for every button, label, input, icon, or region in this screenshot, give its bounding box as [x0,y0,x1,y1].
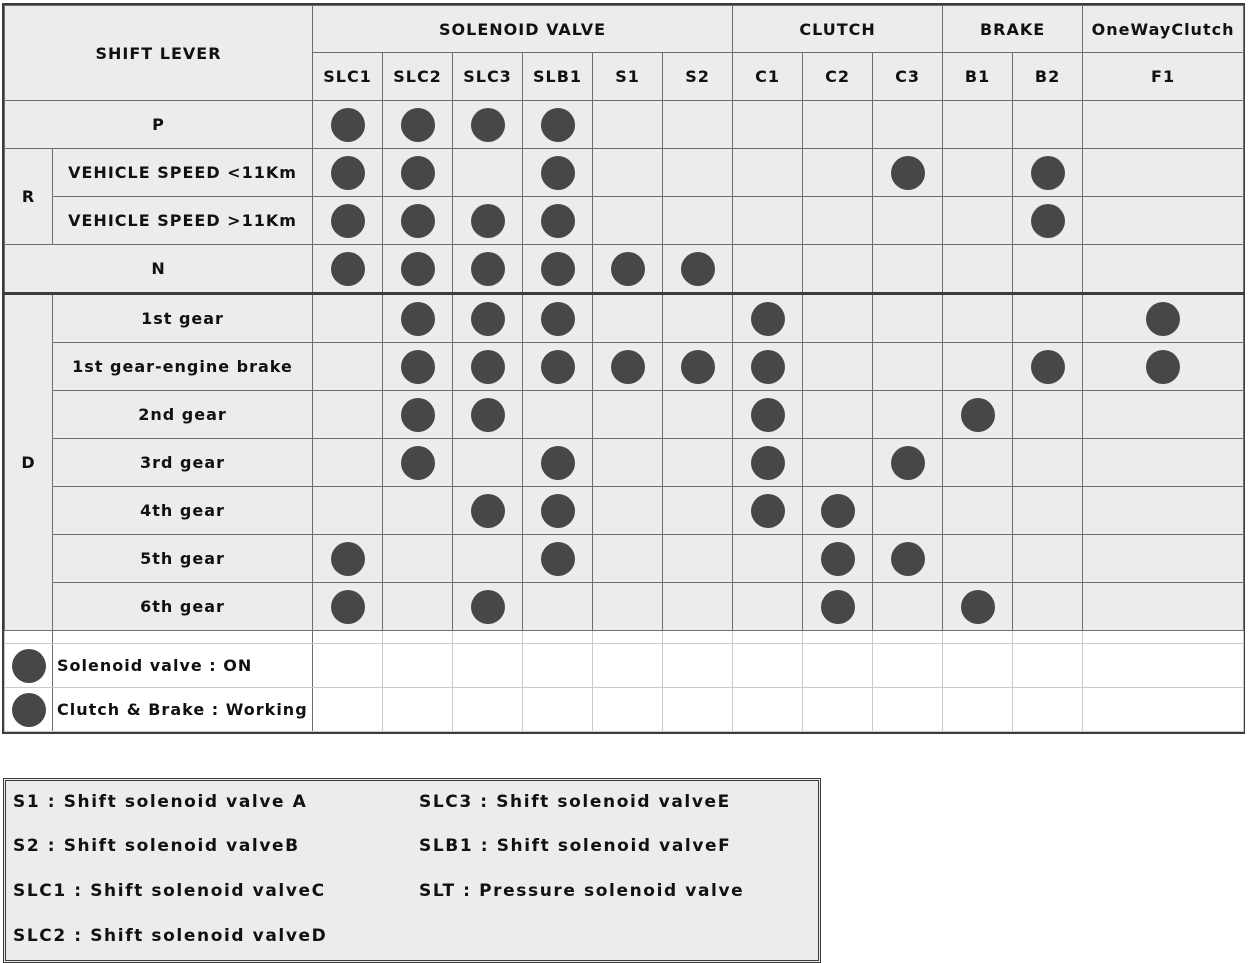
cell-c3 [873,343,943,391]
legend-clutch-dot [5,688,53,732]
cell-slb1 [523,583,593,631]
cell-slc3 [453,149,523,197]
engaged-marker-icon [751,398,785,432]
abbr-slc1: SLC1 : Shift solenoid valveC [13,881,326,901]
table-row [5,101,1244,149]
cell-f1 [1083,245,1244,294]
cell-b1 [943,149,1013,197]
cell-slb1 [523,101,593,149]
separator-cell [1083,631,1244,644]
cell-c1 [733,535,803,583]
abbr-s2: S2 : Shift solenoid valveB [13,836,300,856]
abbr-slt: SLT : Pressure solenoid valve [419,881,745,901]
cell-s2 [663,197,733,245]
cell-c2 [803,391,873,439]
cell-slc3 [453,487,523,535]
engaged-marker-icon [541,494,575,528]
row-label: 2nd gear [53,391,313,439]
legend-filler-cell [523,688,593,732]
cell-b2 [1013,245,1083,294]
engaged-marker-icon [541,350,575,384]
cell-slc1 [313,294,383,343]
legend-filler-cell [593,688,663,732]
cell-f1 [1083,439,1244,487]
cell-slc2 [383,439,453,487]
solenoid-on-marker-icon [12,649,46,683]
table-row [5,391,1244,439]
cell-slc1 [313,101,383,149]
separator-cell [593,631,663,644]
engaged-marker-icon [471,302,505,336]
engaged-marker-icon [471,494,505,528]
cell-f1 [1083,294,1244,343]
legend-filler-cell [663,644,733,688]
engaged-marker-icon [891,156,925,190]
abbr-slc2: SLC2 : Shift solenoid valveD [13,926,328,946]
cell-c3 [873,245,943,294]
engaged-marker-icon [541,446,575,480]
engaged-marker-icon [611,252,645,286]
cell-c1 [733,583,803,631]
cell-slc1 [313,391,383,439]
legend-filler-cell [943,688,1013,732]
engaged-marker-icon [1146,350,1180,384]
table-row [5,583,1244,631]
cell-b1 [943,343,1013,391]
cell-s1 [593,391,663,439]
engaged-marker-icon [681,350,715,384]
cell-slc2 [383,535,453,583]
separator-cell [663,631,733,644]
cell-c2 [803,101,873,149]
cell-s2 [663,535,733,583]
engaged-marker-icon [1146,302,1180,336]
separator-cell [733,631,803,644]
engaged-marker-icon [331,108,365,142]
legend-filler-cell [803,688,873,732]
cell-s2 [663,439,733,487]
cell-slb1 [523,487,593,535]
cell-c2 [803,487,873,535]
separator-cell [523,631,593,644]
cell-s1 [593,149,663,197]
engaged-marker-icon [331,590,365,624]
cell-c2 [803,245,873,294]
row-label: 4th gear [53,487,313,535]
cell-f1 [1083,149,1244,197]
cell-s1 [593,245,663,294]
row-label: VEHICLE SPEED >11Km [53,197,313,245]
column-header-b2: B2 [1013,53,1083,101]
engaged-marker-icon [541,302,575,336]
legend-solenoid-dot [5,644,53,688]
engaged-marker-icon [331,542,365,576]
cell-b1 [943,583,1013,631]
separator-cell [943,631,1013,644]
engaged-marker-icon [611,350,645,384]
cell-b2 [1013,439,1083,487]
cell-slb1 [523,391,593,439]
legend-filler-cell [733,644,803,688]
cell-slc1 [313,343,383,391]
engaged-marker-icon [821,494,855,528]
separator-cell [803,631,873,644]
cell-c3 [873,583,943,631]
legend-filler-cell [593,644,663,688]
operation-table [4,5,1244,732]
cell-slc3 [453,245,523,294]
cell-slc2 [383,487,453,535]
cell-slc2 [383,343,453,391]
engaged-marker-icon [401,156,435,190]
cell-c3 [873,439,943,487]
clutch-working-marker-icon [12,693,46,727]
legend-filler-cell [1083,688,1244,732]
engaged-marker-icon [891,542,925,576]
shift-position-p: P [5,101,313,149]
separator-cell [873,631,943,644]
legend-filler-cell [873,644,943,688]
cell-c2 [803,439,873,487]
separator-cell [1013,631,1083,644]
cell-f1 [1083,197,1244,245]
legend-filler-cell [663,688,733,732]
legend-filler-cell [313,644,383,688]
group-header-one-way-clutch: OneWayClutch [1083,6,1244,53]
column-header-slc3: SLC3 [453,53,523,101]
separator-cell [313,631,383,644]
engaged-marker-icon [1031,156,1065,190]
cell-c3 [873,391,943,439]
legend-filler-cell [733,688,803,732]
separator-cell [383,631,453,644]
shift-operation-chart [2,3,1245,734]
table-row [5,294,1244,343]
row-label: 6th gear [53,583,313,631]
cell-b1 [943,535,1013,583]
engaged-marker-icon [961,398,995,432]
column-header-s1: S1 [593,53,663,101]
legend-filler-cell [313,688,383,732]
cell-b1 [943,391,1013,439]
cell-slc1 [313,535,383,583]
legend-filler-cell [1013,644,1083,688]
group-header-solenoid-valve: SOLENOID VALVE [313,6,733,53]
cell-slb1 [523,535,593,583]
cell-b1 [943,101,1013,149]
table-row [5,487,1244,535]
cell-slc2 [383,391,453,439]
cell-slb1 [523,294,593,343]
cell-slb1 [523,245,593,294]
engaged-marker-icon [401,252,435,286]
legend-solenoid-label: Solenoid valve : ON [53,644,313,688]
cell-b2 [1013,101,1083,149]
cell-c3 [873,487,943,535]
legend-filler-cell [383,688,453,732]
column-header-b1: B1 [943,53,1013,101]
table-row [5,149,1244,197]
row-label: 5th gear [53,535,313,583]
cell-s1 [593,583,663,631]
cell-slc1 [313,487,383,535]
cell-c2 [803,535,873,583]
table-row [5,245,1244,294]
engaged-marker-icon [401,302,435,336]
cell-c1 [733,197,803,245]
engaged-marker-icon [471,398,505,432]
engaged-marker-icon [471,108,505,142]
legend-filler-cell [383,644,453,688]
cell-slc1 [313,583,383,631]
cell-s2 [663,294,733,343]
column-header-slc2: SLC2 [383,53,453,101]
cell-slc2 [383,583,453,631]
cell-s2 [663,149,733,197]
cell-slc3 [453,343,523,391]
cell-slc3 [453,439,523,487]
cell-slc2 [383,245,453,294]
cell-b1 [943,487,1013,535]
engaged-marker-icon [961,590,995,624]
legend-filler-cell [453,688,523,732]
legend-filler-cell [1013,688,1083,732]
legend-filler-cell [453,644,523,688]
engaged-marker-icon [331,252,365,286]
row-label: 1st gear-engine brake [53,343,313,391]
row-label: 3rd gear [53,439,313,487]
engaged-marker-icon [541,542,575,576]
shift-position-n: N [5,245,313,294]
cell-slc2 [383,197,453,245]
cell-slc3 [453,583,523,631]
engaged-marker-icon [541,156,575,190]
engaged-marker-icon [471,204,505,238]
cell-s1 [593,487,663,535]
cell-c2 [803,197,873,245]
legend-filler-cell [943,644,1013,688]
cell-f1 [1083,343,1244,391]
cell-b2 [1013,391,1083,439]
column-header-c1: C1 [733,53,803,101]
cell-s1 [593,197,663,245]
cell-slc1 [313,245,383,294]
engaged-marker-icon [821,542,855,576]
cell-slb1 [523,439,593,487]
cell-c3 [873,101,943,149]
separator-cell [53,631,313,644]
engaged-marker-icon [1031,350,1065,384]
engaged-marker-icon [681,252,715,286]
engaged-marker-icon [401,108,435,142]
cell-slb1 [523,343,593,391]
engaged-marker-icon [751,350,785,384]
cell-s1 [593,101,663,149]
shift-lever-header: SHIFT LEVER [5,6,313,101]
engaged-marker-icon [331,156,365,190]
column-header-f1: F1 [1083,53,1244,101]
cell-b2 [1013,535,1083,583]
engaged-marker-icon [471,590,505,624]
shift-position-r: R [5,149,53,245]
cell-c1 [733,391,803,439]
cell-c2 [803,149,873,197]
separator-cell [453,631,523,644]
engaged-marker-icon [821,590,855,624]
engaged-marker-icon [401,398,435,432]
cell-slc3 [453,197,523,245]
cell-s2 [663,245,733,294]
group-header-brake: BRAKE [943,6,1083,53]
engaged-marker-icon [331,204,365,238]
abbr-s1: S1 : Shift solenoid valve A [13,792,308,812]
legend-clutch-label: Clutch & Brake : Working [53,688,313,732]
legend-filler-cell [873,688,943,732]
engaged-marker-icon [541,108,575,142]
engaged-marker-icon [891,446,925,480]
cell-f1 [1083,487,1244,535]
cell-f1 [1083,101,1244,149]
cell-slc2 [383,101,453,149]
cell-b1 [943,197,1013,245]
cell-c3 [873,294,943,343]
cell-b1 [943,245,1013,294]
cell-slc2 [383,294,453,343]
cell-slc3 [453,391,523,439]
cell-s1 [593,439,663,487]
row-label: 1st gear [53,294,313,343]
engaged-marker-icon [471,252,505,286]
cell-b2 [1013,294,1083,343]
column-header-c2: C2 [803,53,873,101]
cell-slb1 [523,149,593,197]
cell-c3 [873,535,943,583]
cell-s2 [663,101,733,149]
column-header-slb1: SLB1 [523,53,593,101]
cell-b2 [1013,149,1083,197]
engaged-marker-icon [401,204,435,238]
cell-slc3 [453,294,523,343]
cell-b1 [943,439,1013,487]
cell-slc1 [313,197,383,245]
cell-s2 [663,343,733,391]
cell-c2 [803,343,873,391]
cell-slc1 [313,439,383,487]
table-row [5,343,1244,391]
engaged-marker-icon [471,350,505,384]
engaged-marker-icon [751,494,785,528]
cell-c1 [733,245,803,294]
cell-c3 [873,149,943,197]
cell-slc3 [453,535,523,583]
cell-f1 [1083,391,1244,439]
cell-c1 [733,101,803,149]
cell-c1 [733,487,803,535]
table-row [5,197,1244,245]
column-header-s2: S2 [663,53,733,101]
cell-f1 [1083,535,1244,583]
cell-s1 [593,294,663,343]
cell-c2 [803,583,873,631]
cell-s1 [593,343,663,391]
column-header-c3: C3 [873,53,943,101]
separator-cell [5,631,53,644]
engaged-marker-icon [541,204,575,238]
group-header-clutch: CLUTCH [733,6,943,53]
cell-c2 [803,294,873,343]
cell-c3 [873,197,943,245]
cell-b1 [943,294,1013,343]
engaged-marker-icon [751,302,785,336]
abbr-slc3: SLC3 : Shift solenoid valveE [419,792,731,812]
cell-b2 [1013,583,1083,631]
cell-slb1 [523,197,593,245]
cell-s2 [663,583,733,631]
shift-position-d: D [5,294,53,631]
cell-c1 [733,343,803,391]
cell-b2 [1013,343,1083,391]
engaged-marker-icon [1031,204,1065,238]
engaged-marker-icon [401,350,435,384]
legend-filler-cell [1083,644,1244,688]
cell-s2 [663,391,733,439]
cell-b2 [1013,197,1083,245]
cell-c1 [733,439,803,487]
column-header-slc1: SLC1 [313,53,383,101]
row-label: VEHICLE SPEED <11Km [53,149,313,197]
cell-slc2 [383,149,453,197]
legend-filler-cell [803,644,873,688]
engaged-marker-icon [751,446,785,480]
engaged-marker-icon [541,252,575,286]
cell-c1 [733,149,803,197]
cell-s2 [663,487,733,535]
cell-c1 [733,294,803,343]
engaged-marker-icon [401,446,435,480]
abbr-slb1: SLB1 : Shift solenoid valveF [419,836,732,856]
cell-slc3 [453,101,523,149]
legend-filler-cell [523,644,593,688]
cell-s1 [593,535,663,583]
cell-f1 [1083,583,1244,631]
table-row [5,535,1244,583]
table-row [5,439,1244,487]
cell-slc1 [313,149,383,197]
abbreviation-box [3,778,821,963]
cell-b2 [1013,487,1083,535]
